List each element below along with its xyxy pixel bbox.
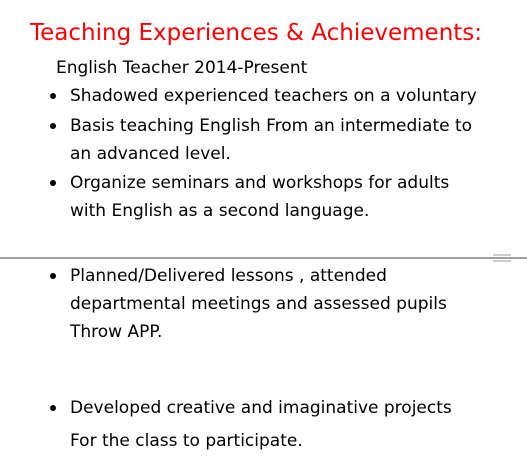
bullet-dot bbox=[50, 123, 56, 129]
bullet-text: an advanced level. bbox=[70, 144, 231, 164]
page-break-line bbox=[0, 257, 527, 259]
bullet-text: Basis teaching English From an intermediate to bbox=[70, 116, 473, 136]
section-heading: Teaching Experiences & Achievements: bbox=[30, 20, 483, 46]
bullet-text: Developed creative and imaginative projects bbox=[70, 398, 452, 418]
bullet-text: Planned/Delivered lessons , attended bbox=[70, 266, 387, 286]
bullet-text: Organize seminars and workshops for adults bbox=[70, 173, 450, 193]
bullet-dot bbox=[50, 273, 56, 279]
bullet-dot bbox=[50, 405, 56, 411]
table-grip-icon[interactable] bbox=[493, 253, 511, 263]
bullet-text: Throw APP. bbox=[70, 322, 163, 342]
bullet-text: departmental meetings and assessed pupils bbox=[70, 294, 447, 314]
bullet-dot bbox=[50, 180, 56, 186]
bullet-dot bbox=[50, 93, 56, 99]
bullet-text: with English as a second language. bbox=[70, 201, 370, 221]
bullet-text: Shadowed experienced teachers on a voluntary bbox=[70, 86, 477, 106]
bullet-text: For the class to participate. bbox=[70, 431, 303, 451]
role-subheading: English Teacher 2014-Present bbox=[56, 58, 308, 78]
